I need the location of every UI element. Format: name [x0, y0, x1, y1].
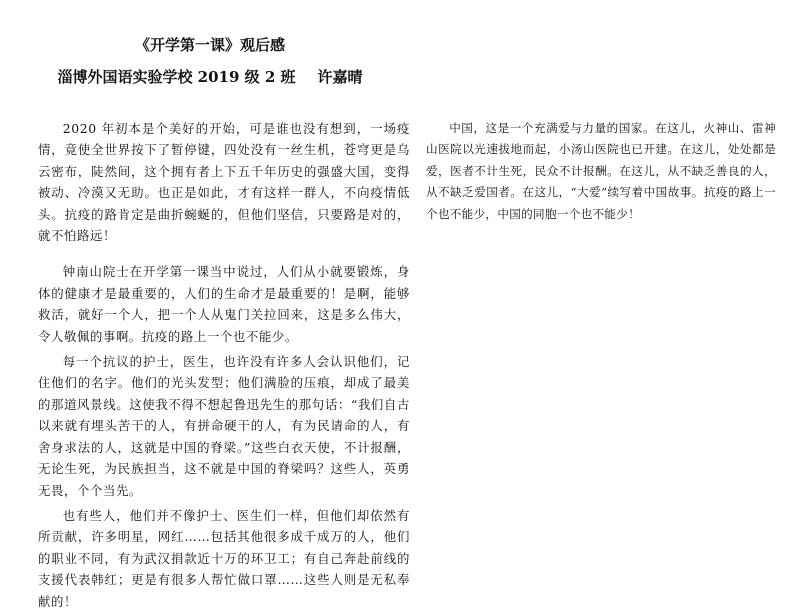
paragraph-other-contributors: 也有些人，他们并不像护士、医生们一样，但他们却依然有所贡献，许多明星，网红……包括其他很多成千成万的人，他们的职业不同，有为武汉捐款近十万的环卫工；有自己奔赴前线的支援代表韩红；更是有很多人帮忙做口罩……这些人则是无私奉献的！ [38, 507, 410, 609]
paragraph-china: 中国，这是一个充满爱与力量的国家。在这儿，火神山、雷神山医院以光速拔地而起，小汤山医院也已开建。在这儿，处处都是爱，医者不计生死，民众不计报酬。在这儿，从不缺乏善良的人，从不缺乏爱国者。在这儿，“大爱”续写着中国故事。抗疫的路上一个也不能少，中国的同胞一个也不能少！ [426, 121, 776, 221]
paragraph-medical-workers: 每一个抗议的护士，医生，也许没有许多人会认识他们，记住他们的名字。他们的光头发型；他们满脸的压痕，却成了最美的那道风景线。这使我不得不想起鲁迅先生的那句话：“我们自古以来就有埋头苦干的人，有拼命硬干的人，有为民请命的人，有舍身求法的人，这就是中国的脊梁。”这些白衣天使，不计报酬，无论生死，为民族担当，这不就是中国的脊梁吗？这些人，英勇无畏，个个当先。 [38, 354, 410, 498]
paragraph-zhong-nanshan: 钟南山院士在开学第一课当中说过，人们从小就要锻炼，身体的健康才是最重要的，人们的生命才是最重要的！是啊，能够救活，就好一个人，把一个人从鬼门关拉回来，这是多么伟大，令人敬佩的事啊。抗疫的路上一个也不能少。 [38, 264, 410, 344]
document-title: 《开学第一课》观后感 [134, 36, 285, 54]
school-class-label: 淄博外国语实验学校 2019 级 2 班 [57, 68, 296, 86]
author-line [30, 66, 390, 87]
author-name: 许嘉晴 [317, 68, 363, 86]
left-column [38, 118, 410, 612]
paragraph-intro: 2020 年初本是个美好的开始，可是谁也没有想到，一场疫情，竟使全世界按下了暂停键，四处没有一丝生机，苍穹更是乌云密布，陡然间，这个拥有者上下五千年历史的强盛大国，变得被动、冷漠又无助。也正是如此，才有这样一群人，不向疫情低头。抗疫的路肯定是曲折蜿蜒的，但他们坚信，只要路是对的，就不怕路远！ [38, 121, 410, 244]
right-column [426, 118, 776, 225]
